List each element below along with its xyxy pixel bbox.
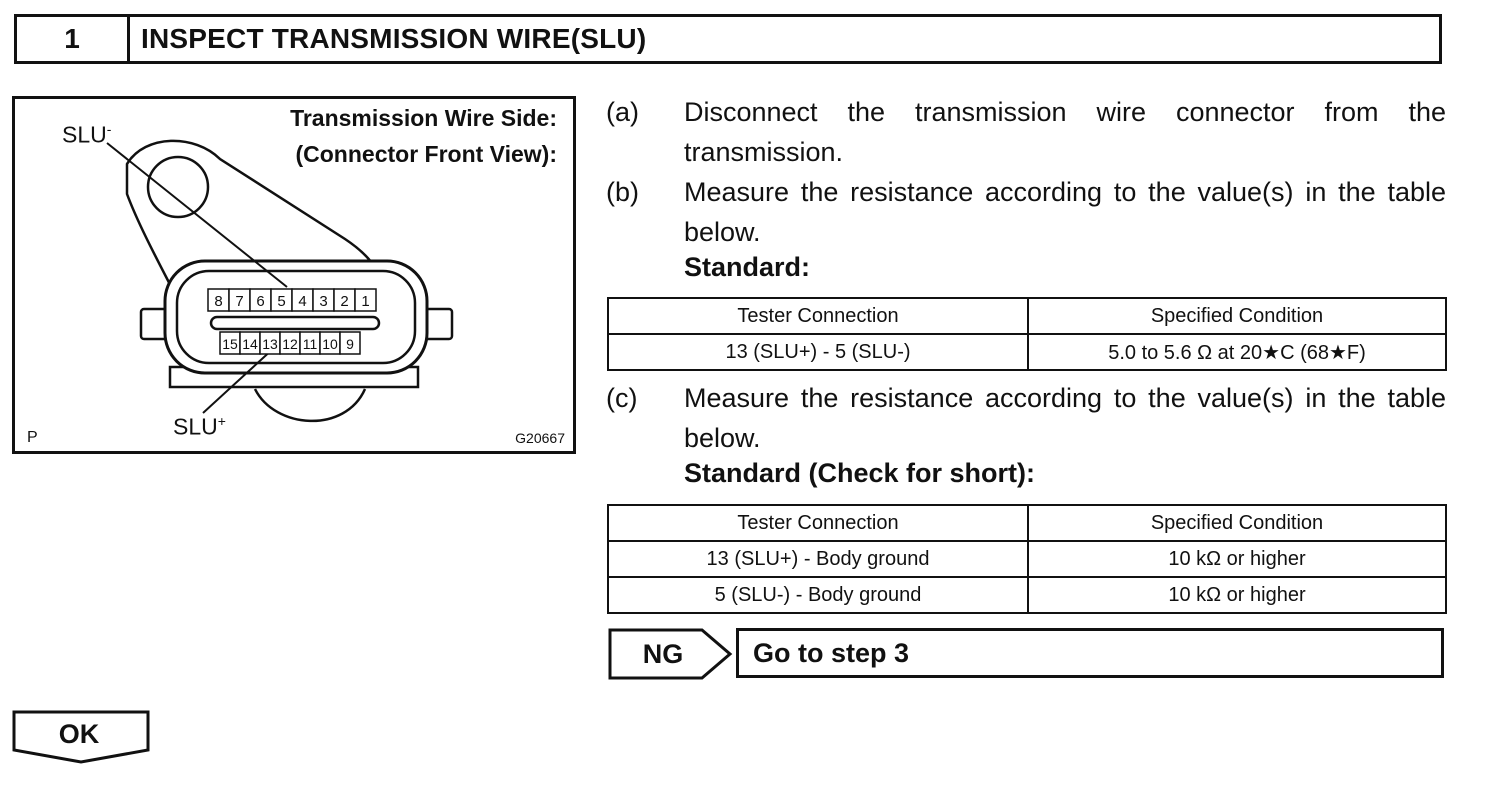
table-header-row (608, 505, 1446, 541)
step-b (606, 172, 1448, 252)
step-header (14, 14, 1442, 64)
step-a-text: Disconnect the transmission wire connector from the transmission. (684, 97, 1446, 167)
svg-text:2: 2 (340, 293, 349, 310)
svg-text:14: 14 (242, 336, 258, 352)
connector-figure (12, 96, 576, 454)
pin-9 (340, 332, 360, 354)
svg-text:6: 6 (256, 293, 265, 310)
svg-text:9: 9 (346, 336, 354, 352)
figure-title-line2: (Connector Front View): (295, 141, 557, 167)
pin-8 (208, 289, 229, 311)
pin-11 (300, 332, 320, 354)
table-cell: 13 (SLU+) - Body ground (608, 541, 1028, 577)
table-cell: 5 (SLU-) - Body ground (608, 577, 1028, 613)
table-header: Specified Condition (1028, 505, 1446, 541)
svg-text:12: 12 (282, 336, 298, 352)
table-row (608, 334, 1446, 370)
pin-row-top (208, 289, 376, 311)
spec-table-2 (607, 504, 1447, 614)
slu-minus-label: SLU- (62, 121, 112, 148)
pin-14 (240, 332, 260, 354)
table-row (608, 577, 1446, 613)
svg-text:11: 11 (302, 336, 318, 352)
figure-title-line1: Transmission Wire Side: (290, 105, 557, 131)
step-c (606, 378, 1448, 458)
table-cell: 5.0 to 5.6 Ω at 20★C (68★F) (1028, 334, 1446, 370)
step-title: INSPECT TRANSMISSION WIRE(SLU) (141, 23, 647, 54)
table-header: Tester Connection (608, 505, 1028, 541)
svg-text:7: 7 (235, 293, 244, 310)
figure-code: G20667 (515, 430, 565, 446)
pin-row-bottom (220, 332, 360, 354)
table-header-row (608, 298, 1446, 334)
pin-12 (280, 332, 300, 354)
pin-10 (320, 332, 340, 354)
table-cell: 10 kΩ or higher (1028, 577, 1446, 613)
table-cell: 10 kΩ or higher (1028, 541, 1446, 577)
ok-label: OK (58, 718, 100, 749)
svg-text:3: 3 (319, 293, 328, 310)
svg-text:4: 4 (298, 293, 307, 310)
figure-corner-mark: P (27, 429, 38, 446)
pin-15 (220, 332, 240, 354)
svg-text:8: 8 (214, 293, 223, 310)
ng-label: NG (642, 638, 684, 669)
standard-label-1: Standard: (684, 252, 811, 282)
step-b-text: Measure the resistance according to the value(s) in the table below. (684, 177, 1446, 247)
svg-text:13: 13 (262, 336, 278, 352)
step-a (606, 92, 1448, 172)
svg-text:15: 15 (222, 336, 238, 352)
pin-2 (334, 289, 355, 311)
svg-text:1: 1 (361, 293, 370, 310)
pin-3 (313, 289, 334, 311)
pin-5 (271, 289, 292, 311)
pin-6 (250, 289, 271, 311)
table-header: Tester Connection (608, 298, 1028, 334)
pin-7 (229, 289, 250, 311)
svg-text:5: 5 (277, 293, 286, 310)
pin-13 (260, 332, 280, 354)
pin-4 (292, 289, 313, 311)
ng-tag (608, 628, 734, 680)
ng-action-box (736, 628, 1444, 678)
svg-text:10: 10 (322, 336, 338, 352)
pin-1 (355, 289, 376, 311)
step-b-label: (b) (606, 177, 639, 207)
step-a-label: (a) (606, 97, 639, 127)
step-c-text: Measure the resistance according to the value(s) in the table below. (684, 383, 1446, 453)
table-cell: 13 (SLU+) - 5 (SLU-) (608, 334, 1028, 370)
table-header: Specified Condition (1028, 298, 1446, 334)
slu-plus-label: SLU+ (173, 413, 226, 440)
step-number: 1 (17, 17, 130, 61)
ok-tag (12, 710, 150, 764)
ng-action-text: Go to step 3 (753, 637, 910, 668)
step-c-label: (c) (606, 383, 638, 413)
spec-table-1 (607, 297, 1447, 371)
table-row (608, 541, 1446, 577)
standard-label-2: Standard (Check for short): (684, 458, 1036, 488)
